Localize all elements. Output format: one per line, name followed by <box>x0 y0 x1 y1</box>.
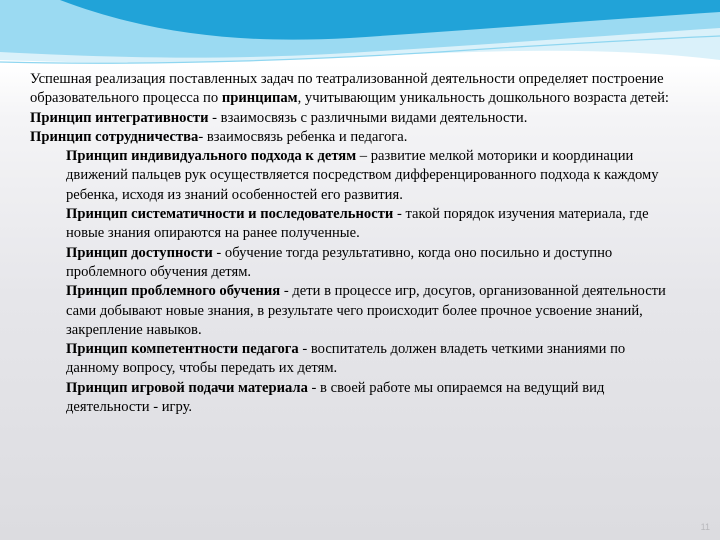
principle-text: - такой порядок изучения материала, где новые знания опираются на ранее полученные. <box>66 206 649 242</box>
principle-teacher-competence <box>30 340 680 379</box>
slide-body-text <box>30 70 680 417</box>
principle-text: - воспитатель должен владеть четкими знаниями по данному вопросу, чтобы передать их детям. <box>66 341 626 377</box>
principle-text: – развитие мелкой моторики и координации движений пальцев рук осуществляется посредством дифференцированного подхода к каждому ребенка, исходя из знаний особенностей его развития. <box>66 148 659 203</box>
principle-text: - взаимосвязь с различными видами деятельности. <box>208 109 528 126</box>
principle-title: Принцип сотрудничества <box>30 128 199 145</box>
principle-title: Принцип проблемного обучения <box>66 283 281 300</box>
principle-title: Принцип компетентности педагога <box>66 341 299 358</box>
principle-title: Принцип интегративности <box>30 109 209 126</box>
principle-text: - дети в процессе игр, досугов, организованной деятельности сами добывают новые знания, в результате чего происходит более прочное усвоение знаний, закрепление навыков. <box>66 283 666 338</box>
principle-integrativity <box>30 109 680 128</box>
principle-title: Принцип систематичности и последовательности <box>66 206 394 223</box>
principle-accessibility <box>30 244 680 283</box>
principle-game-presentation <box>30 379 680 418</box>
principle-text: - взаимосвязь ребенка и педагога. <box>198 128 408 145</box>
principle-cooperation <box>30 128 680 147</box>
principle-title: Принцип индивидуального подхода к детям <box>66 148 357 165</box>
principle-title: Принцип игровой подачи материала <box>66 379 308 396</box>
principle-text: - в своей работе мы опираемся на ведущий вид деятельности - игру. <box>66 379 605 416</box>
principle-problem-learning <box>30 282 680 340</box>
intro-text-end: , учитывающим уникальность дошкольного возраста детей: <box>297 90 669 107</box>
page-number: 11 <box>700 522 710 532</box>
intro-bold-principles: принципам <box>221 90 298 107</box>
intro-text-start: Успешная реализация поставленных задач по театрализованной деятельности определяет построение образовательного процесса по <box>30 71 664 107</box>
principle-text: - обучение тогда результативно, когда оно посильно и доступно проблемного обучения детям. <box>66 244 613 280</box>
wave-header-decoration <box>0 0 720 80</box>
intro-paragraph <box>30 70 680 109</box>
principle-individual-approach <box>30 147 680 205</box>
principle-systematicity <box>30 205 680 244</box>
principle-title: Принцип доступности <box>66 244 213 261</box>
